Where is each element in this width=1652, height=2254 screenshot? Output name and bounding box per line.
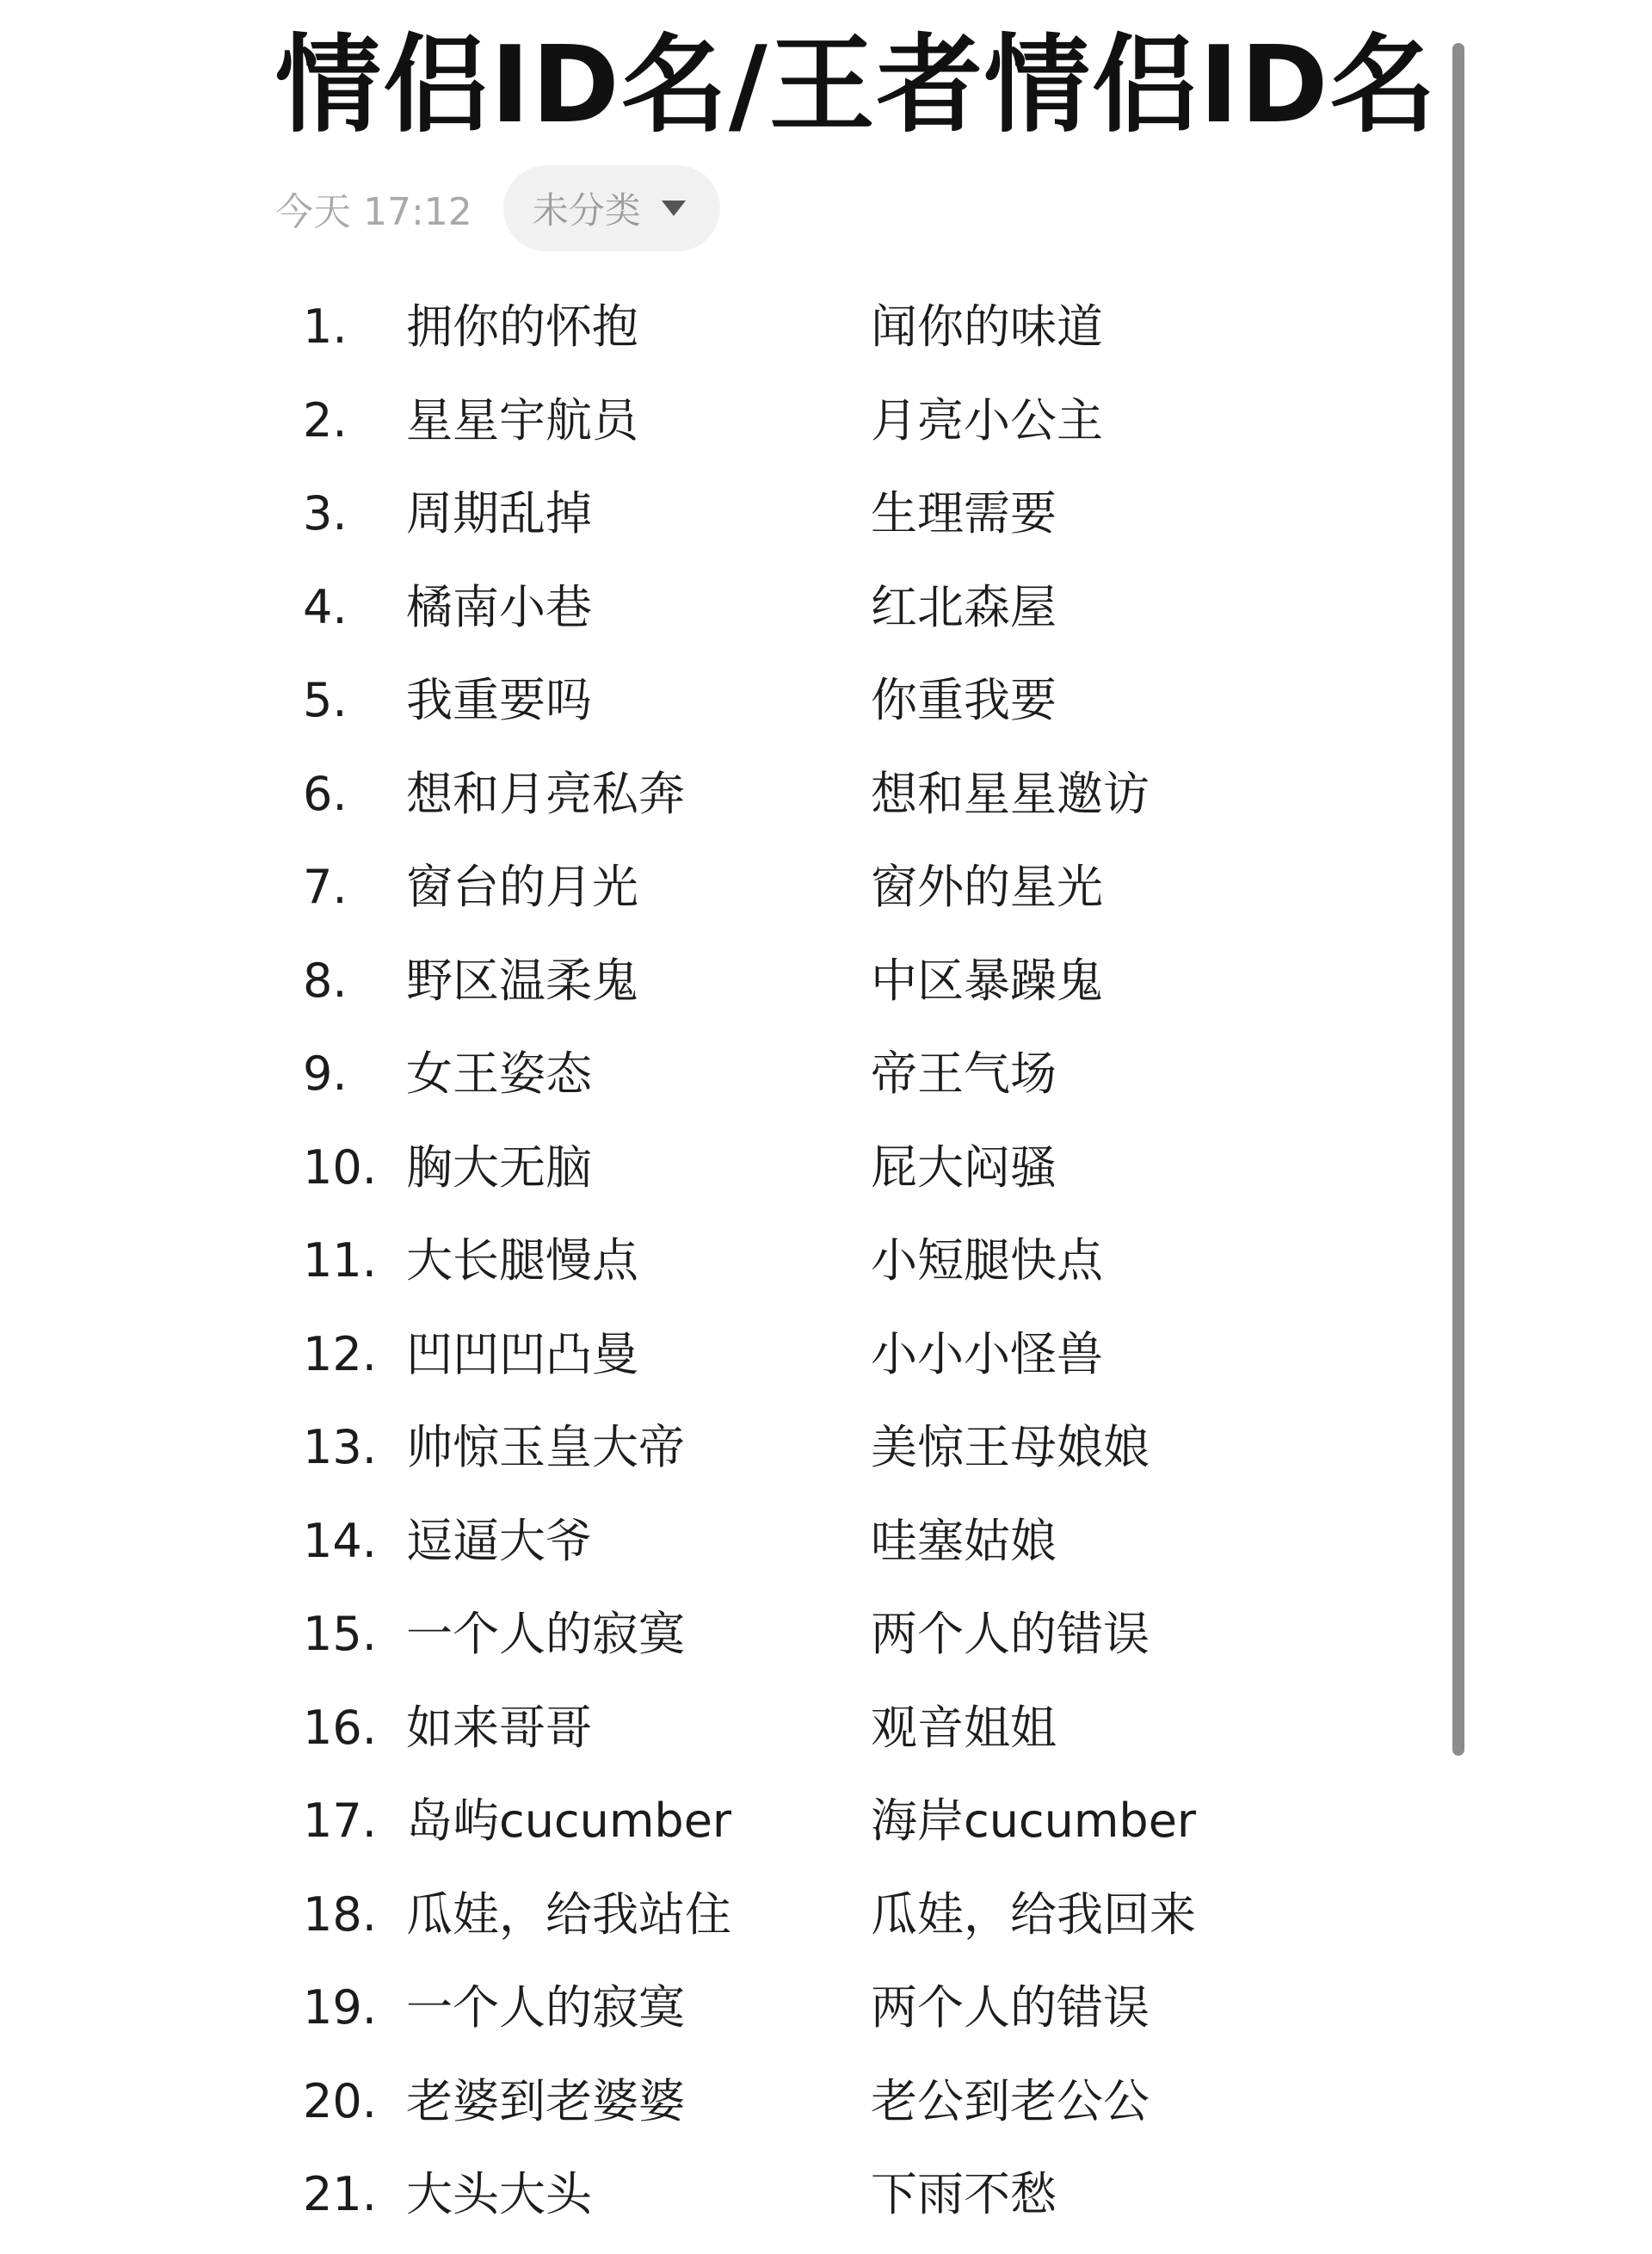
list-item-number: 16. bbox=[303, 1700, 377, 1755]
list-item-number: 19. bbox=[303, 1980, 377, 2035]
list-item-number: 1. bbox=[303, 300, 348, 354]
list-item bbox=[303, 1226, 1378, 1320]
list-item-name-right: 生理需要 bbox=[871, 486, 1057, 540]
list-item-name-right: 两个人的错误 bbox=[871, 1980, 1150, 2035]
list-item bbox=[303, 666, 1378, 760]
list-item-name-right: 闻你的味道 bbox=[871, 300, 1103, 354]
list-item bbox=[303, 573, 1378, 667]
list-item bbox=[303, 947, 1378, 1041]
list-item-name-left: 大长腿慢点 bbox=[406, 1233, 638, 1288]
list-item-name-left: 野区温柔鬼 bbox=[406, 953, 638, 1008]
list-item-number: 13. bbox=[303, 1420, 377, 1474]
list-item-name-left: 岛屿cucumber bbox=[406, 1794, 732, 1848]
list-item bbox=[303, 760, 1378, 854]
chevron-down-icon bbox=[662, 201, 686, 216]
list-item-name-left: 帅惊玉皇大帝 bbox=[406, 1420, 685, 1474]
list-item-number: 21. bbox=[303, 2167, 377, 2221]
list-item-number: 14. bbox=[303, 1513, 377, 1568]
list-item-number: 5. bbox=[303, 673, 348, 727]
list-item-name-left: 橘南小巷 bbox=[406, 579, 592, 634]
list-item-name-left: 女王姿态 bbox=[406, 1047, 592, 1101]
list-item-name-right: 小短腿快点 bbox=[871, 1233, 1103, 1288]
list-item-name-right: 两个人的错误 bbox=[871, 1607, 1150, 1661]
list-item-name-right: 老公到老公公 bbox=[871, 2073, 1150, 2128]
list-item-number: 17. bbox=[303, 1794, 377, 1848]
list-item-name-left: 一个人的寂寞 bbox=[406, 1607, 685, 1661]
list-item-name-right: 小小小怪兽 bbox=[871, 1326, 1103, 1381]
list-item-name-left: 我重要吗 bbox=[406, 673, 592, 727]
list-item-name-left: 窗台的月光 bbox=[406, 860, 638, 914]
list-item-number: 9. bbox=[303, 1047, 348, 1101]
list-item-name-right: 屁大闷骚 bbox=[871, 1139, 1057, 1195]
list-item-name-left: 逗逼大爷 bbox=[406, 1513, 592, 1568]
list-item-name-left: 胸大无脑 bbox=[406, 1139, 592, 1195]
list-item-name-left: 如来哥哥 bbox=[406, 1700, 592, 1755]
list-item-number: 3. bbox=[303, 486, 348, 540]
list-item-name-left: 拥你的怀抱 bbox=[406, 300, 638, 354]
category-label: 未分类 bbox=[532, 189, 641, 232]
list-item-name-right: 想和星星邀访 bbox=[871, 766, 1150, 821]
note-meta bbox=[275, 165, 720, 251]
list-item-number: 6. bbox=[303, 766, 348, 821]
list-item-name-right: 哇塞姑娘 bbox=[871, 1513, 1057, 1568]
list-item-name-left: 老婆到老婆婆 bbox=[406, 2073, 685, 2128]
list-item-name-left: 一个人的寂寞 bbox=[406, 1980, 685, 2035]
list-item-number: 20. bbox=[303, 2073, 377, 2128]
list-item bbox=[303, 1694, 1378, 1788]
list-item bbox=[303, 2067, 1378, 2161]
list-item-name-left: 周期乱掉 bbox=[406, 486, 592, 540]
list-item bbox=[303, 293, 1378, 386]
list-item-number: 15. bbox=[303, 1607, 377, 1661]
category-selector[interactable] bbox=[503, 165, 720, 251]
list-item-name-right: 窗外的星光 bbox=[871, 860, 1103, 914]
list-item bbox=[303, 853, 1378, 947]
list-item-name-left: 大头大头 bbox=[406, 2167, 592, 2221]
list-item-name-right: 月亮小公主 bbox=[871, 392, 1103, 448]
list-item bbox=[303, 1787, 1378, 1880]
list-item bbox=[303, 2160, 1378, 2254]
list-item-number: 2. bbox=[303, 392, 348, 448]
list-item bbox=[303, 1133, 1378, 1227]
list-item-name-right: 你重我要 bbox=[871, 673, 1057, 727]
list-item-number: 7. bbox=[303, 860, 348, 914]
list-item bbox=[303, 1040, 1378, 1133]
name-list bbox=[303, 293, 1378, 2254]
list-item-name-left: 想和月亮私奔 bbox=[406, 766, 685, 821]
list-item-name-left: 瓜娃，给我站住 bbox=[406, 1887, 731, 1942]
scrollbar[interactable] bbox=[1452, 43, 1464, 1756]
list-item bbox=[303, 1600, 1378, 1694]
list-item-number: 12. bbox=[303, 1326, 377, 1381]
timestamp: 今天 17:12 bbox=[275, 190, 472, 234]
list-item-name-right: 海岸cucumber bbox=[871, 1794, 1197, 1848]
list-item-number: 11. bbox=[303, 1233, 377, 1288]
list-item-name-left: 凹凹凹凸曼 bbox=[406, 1326, 638, 1381]
list-item-name-right: 帝王气场 bbox=[871, 1047, 1057, 1101]
page-title: 情侣ID名/王者情侣ID名 bbox=[275, 24, 1438, 147]
list-item-name-right: 美惊王母娘娘 bbox=[871, 1420, 1150, 1474]
list-item-number: 8. bbox=[303, 953, 348, 1008]
list-item-number: 10. bbox=[303, 1139, 377, 1195]
list-item bbox=[303, 1880, 1378, 1974]
list-item bbox=[303, 1320, 1378, 1414]
list-item bbox=[303, 1413, 1378, 1507]
list-item-name-right: 中区暴躁鬼 bbox=[871, 953, 1103, 1008]
list-item-name-right: 瓜娃，给我回来 bbox=[871, 1887, 1196, 1942]
list-item-number: 4. bbox=[303, 579, 348, 634]
list-item-name-right: 红北森屋 bbox=[871, 579, 1057, 634]
list-item bbox=[303, 1507, 1378, 1601]
list-item-name-right: 观音姐姐 bbox=[871, 1700, 1057, 1755]
list-item-number: 18. bbox=[303, 1887, 377, 1942]
list-item bbox=[303, 479, 1378, 573]
list-item bbox=[303, 1973, 1378, 2067]
list-item bbox=[303, 386, 1378, 480]
list-item-name-right: 下雨不愁 bbox=[871, 2167, 1057, 2221]
list-item-name-left: 星星宇航员 bbox=[406, 392, 638, 448]
